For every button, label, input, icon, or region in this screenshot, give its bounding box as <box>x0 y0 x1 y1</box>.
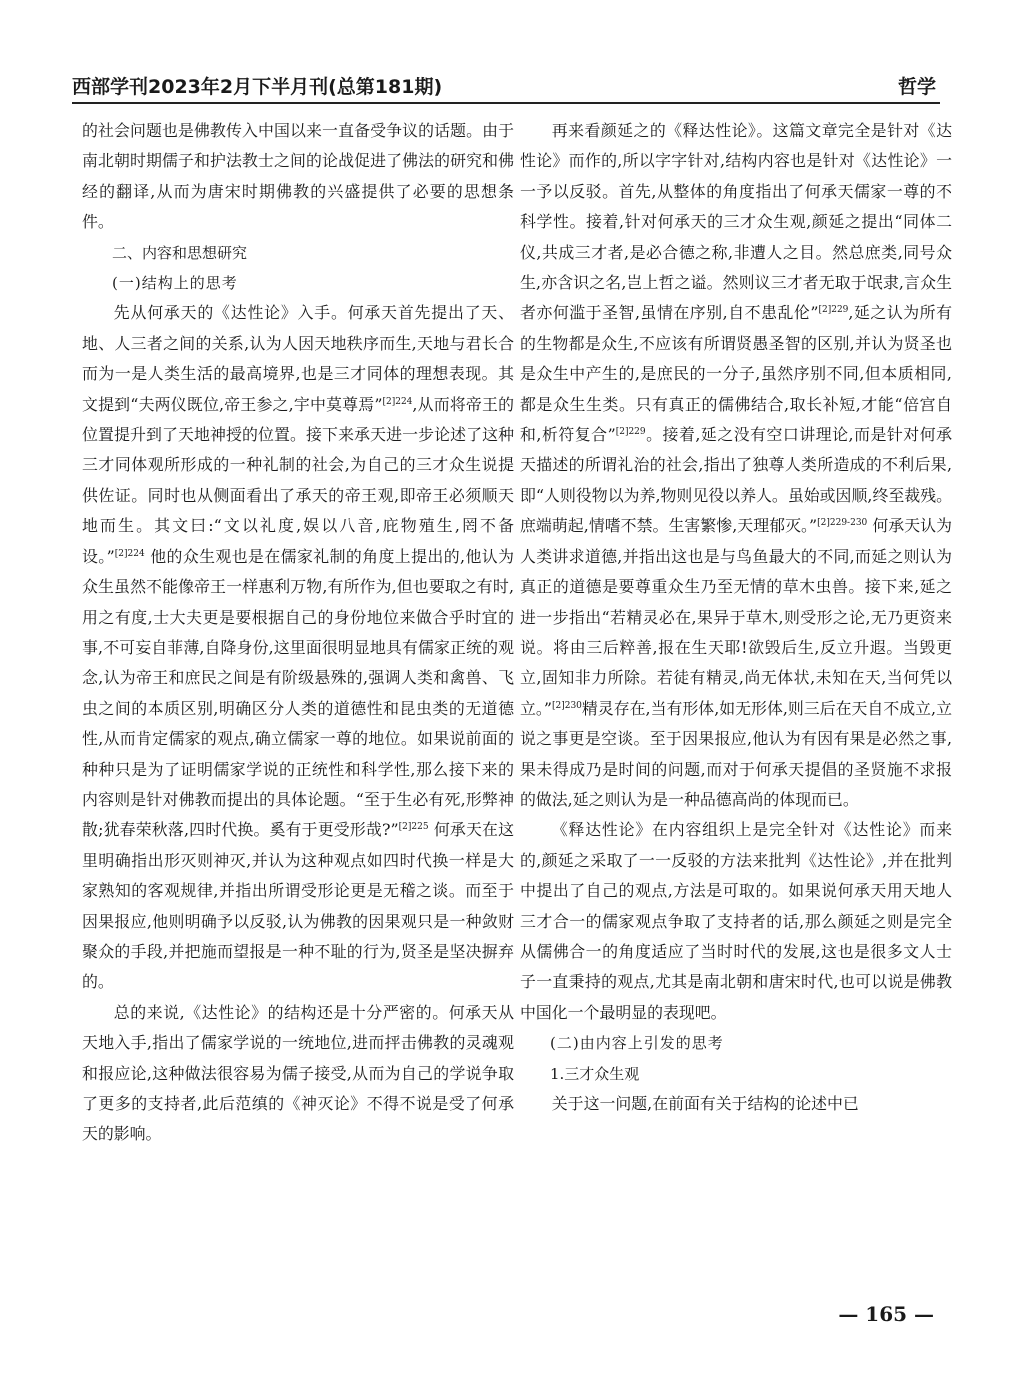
paragraph: 《释达性论》在内容组织上是完全针对《达性论》而来的,颜延之采取了一一反驳的方法来批判《达性论》,并在批判中提出了自己的观点,方法是可取的。如果说何承天用天地人三才合一的儒家观点争取了支持者的话,那么颜延之则是完全从儒佛合一的角度适应了当时时代的发展,这也是很多文人士子一直秉持的观点,尤其是南北朝和唐宋时代,也可以说是佛教中国化一个最明显的表现吧。 <box>520 820 952 1022</box>
right-column <box>520 116 952 1119</box>
text-run: 何承天在这里明确指出形灭则神灭,并认为这种观点如四时代换一样是大家熟知的客观规律,并指出所谓受形论更是无稽之谈。而至于因果报应,他则明确予以反驳,认为佛教的因果观只是一种敛财聚众的手段,并把施而望报是一种不耻的行为,贤圣是坚决摒弃的。 <box>82 820 514 992</box>
subsubsection-heading: 1.三才众生观 <box>550 1064 640 1083</box>
text-run: 再来看颜延之的《释达性论》。这篇文章完全是针对《达性论》而作的,所以字字针对,结构内容也是针对《达性论》一一予以反驳。首先,从整体的角度指出了何承天儒家一尊的不科学性。接着,针对何承天的三才众生观,颜延之提出“同体二仪,共成三才者,是必合德之称,非遭人之目。然总庶类,同号众生,亦含识之名,岂上哲之谥。然则议三才者无取于氓隶,言众生者亦何滥于圣智,虽情在序别,自不患乱伦” <box>520 121 952 323</box>
citation: [2]229 <box>818 305 849 316</box>
page-header <box>72 70 940 102</box>
citation: [2]229 <box>615 427 646 438</box>
paragraph <box>520 116 952 815</box>
citation: [2]229-230 <box>817 518 868 529</box>
header-rule <box>72 102 940 104</box>
section-heading: 二、内容和思想研究 <box>112 243 248 262</box>
text-run: 何承天认为人类讲求道德,并指出这也是与鸟鱼最大的不同,而延之则认为真正的道德是要尊重众生乃至无情的草木虫兽。接下来,延之进一步指出“若精灵必在,果异于草木,则受形之论,无乃更资来说。将由三后粹善,报在生天耶!欲毁后生,反立升遐。当毁更立,固知非力所除。若徒有精灵,尚无体状,未知在天,当何凭以立。” <box>520 516 952 718</box>
text-run: 。接着,延之没有空口讲理论,而是针对何承天描述的所谓礼治的社会,指出了独尊人类所造成的不利后果,即“人则役物以为养,物则见役以养人。虽始或因顺,终至裁残。庶端萌起,情嗜不禁。生害繁惨,天理郁灭。” <box>520 425 952 536</box>
paragraph: 关于这一问题,在前面有关于结构的论述中已 <box>551 1094 859 1113</box>
paragraph: 总的来说,《达性论》的结构还是十分严密的。何承天从天地入手,指出了儒家学说的一统地位,进而抨击佛教的灵魂观和报应论,这种做法很容易为儒子接受,从而为自己的学说争取了更多的支持者,此后范缜的《神灭论》不得不说是受了何承天的影响。 <box>82 1002 514 1144</box>
page-number: — 165 — <box>838 1302 934 1326</box>
paragraph: 的社会问题也是佛教传入中国以来一直备受争议的话题。由于南北朝时期儒子和护法教士之间的论战促进了佛法的研究和佛经的翻译,从而为唐宋时期佛教的兴盛提供了必要的思想条件。 <box>82 121 514 232</box>
subsection-heading: (一)结构上的思考 <box>112 274 238 293</box>
text-run: 他的众生观也是在儒家礼制的角度上提出的,他认为众生虽然不能像帝王一样惠利万物,有所作为,但也要取之有时,用之有度,士大夫更是要根据自己的身份地位来做合乎时宜的事,不可妄自菲薄,自降身份,这里面很明显地具有儒家正统的观念,认为帝王和庶民之间是有阶级悬殊的,强调人类和禽兽、飞虫之间的本质区别,明确区分人类的道德性和昆虫类的无道德性,从而肯定儒家的观点,确立儒家一尊的地位。如果说前面的种种只是为了证明儒家学说的正统性和科学性,那么接下来的内容则是针对佛教而提出的具体论题。“至于生必有死,形弊神散;犹春荣秋落,四时代换。奚有于更受形哉?” <box>82 546 514 840</box>
citation: [2]224 <box>382 396 413 407</box>
text-run: 先从何承天的《达性论》入手。何承天首先提出了天、地、人三者之间的关系,认为人因天地秩序而生,天地与君长合而为一是人类生活的最高境界,也是三才同体的理想表现。其文提到“夫两仪既位,帝王参之,宇中莫尊焉” <box>82 303 514 414</box>
citation: [2]224 <box>114 548 145 559</box>
journal-masthead: 西部学刊2023年2月下半月刊(总第181期) <box>72 76 443 98</box>
citation: [2]225 <box>398 822 429 833</box>
citation: [2]230 <box>551 700 582 711</box>
text-run: 精灵存在,当有形体,如无形体,则三后在天自不成立,立说之事更是空谈。至于因果报应,他认为有因有果是必然之事,果未得成乃是时间的问题,而对于何承天提倡的圣贤施不求报的做法,延之则认为是一种品德高尚的体现而已。 <box>520 698 952 809</box>
text-run: ,从而将帝王的位置提升到了天地神授的位置。接下来承天进一步论述了这种三才同体观所形成的一种礼制的社会,为自己的三才众生说提供佐证。同时也从侧面看出了承天的帝王观,即帝王必须顺天地而生。其文曰:“文以礼度,娱以八音,庇物殖生,罔不备设。” <box>82 394 514 566</box>
paragraph <box>82 298 514 997</box>
text-run: ,延之认为所有的生物都是众生,不应该有所谓贤愚圣智的区别,并认为贤圣也是众生中产生的,是庶民的一分子,虽然序别不同,但本质相同,都是众生生类。只有真正的儒佛结合,取长补短,才能“倍宫自和,析符复合” <box>520 303 952 445</box>
left-column <box>82 116 514 1150</box>
section-label: 哲学 <box>897 76 936 98</box>
subsection-heading: (二)由内容上引发的思考 <box>550 1034 724 1053</box>
